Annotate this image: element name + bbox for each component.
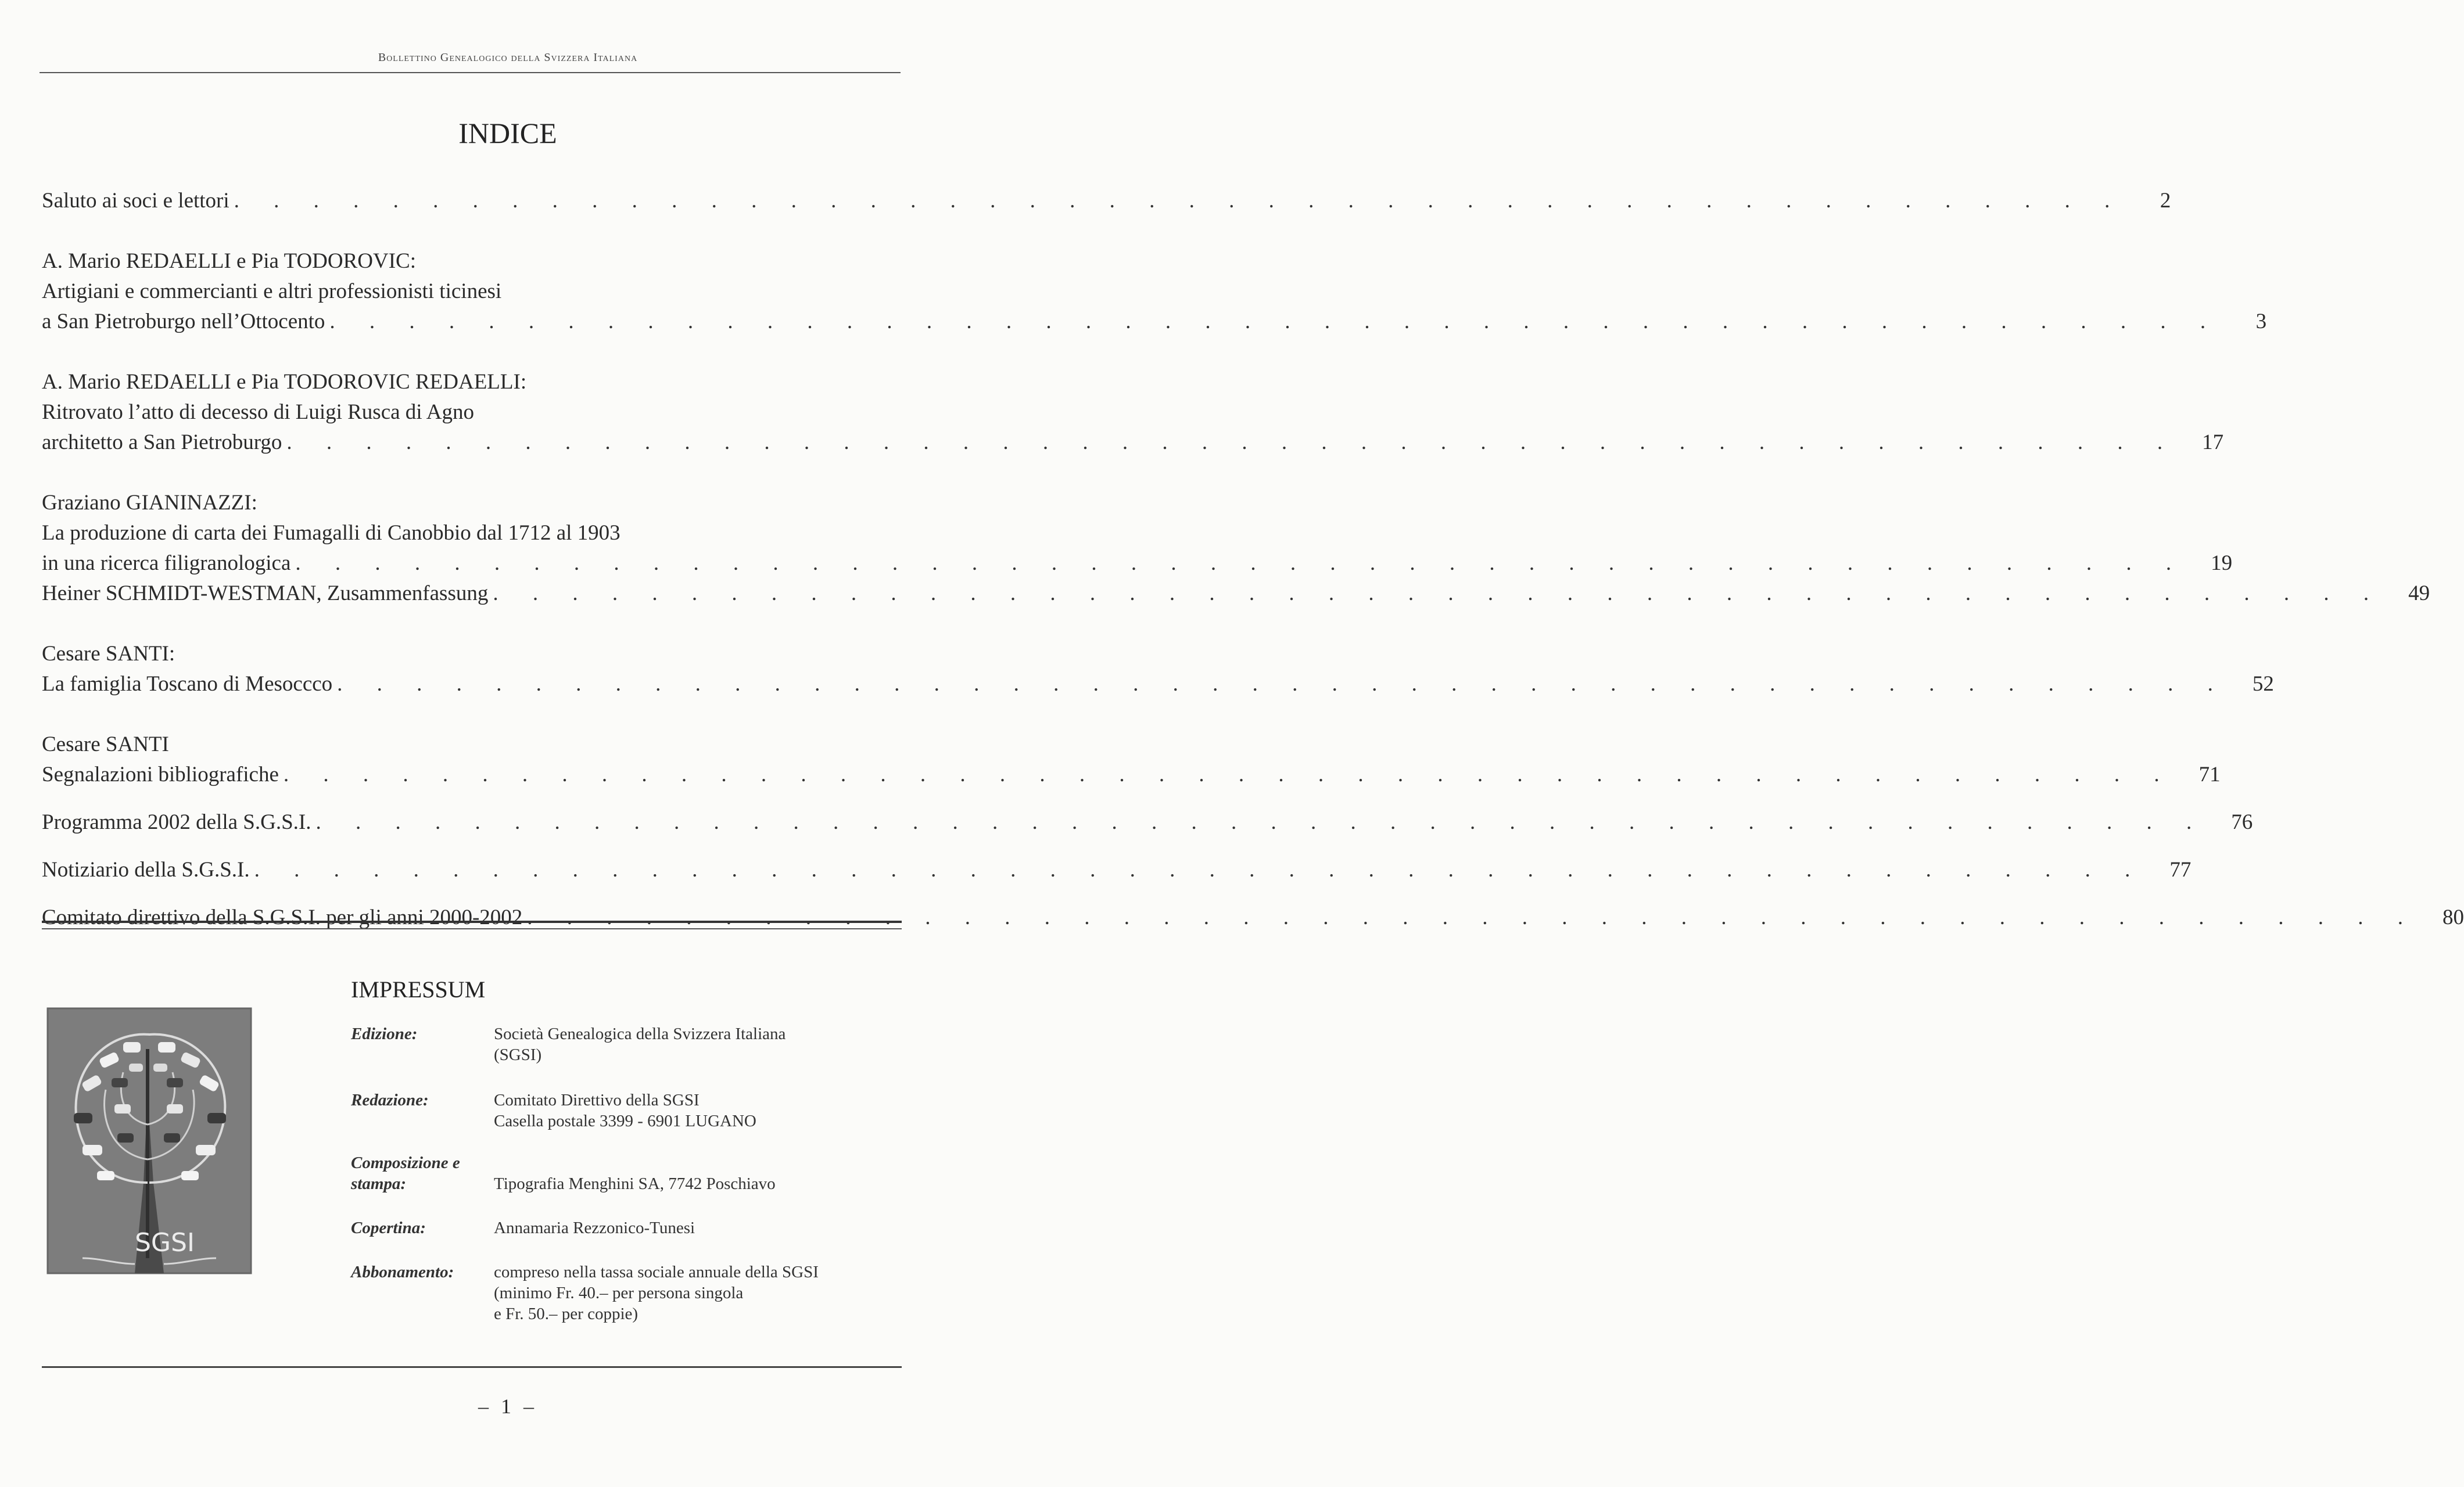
- toc-line: [42, 807, 2253, 838]
- impressum-row-edizione: [351, 1023, 909, 1070]
- toc-author: Cesare SANTI: [42, 732, 169, 756]
- impressum-value: [494, 1173, 912, 1194]
- impressum-title: IMPRESSUM: [351, 976, 486, 1003]
- value-line: (minimo Fr. 40.– per persona singola: [494, 1284, 744, 1302]
- toc-entry-title: Saluto ai soci e lettori: [42, 189, 229, 213]
- toc-author: Cesare SANTI:: [42, 642, 175, 666]
- toc-entry-title: Artigiani e commercianti e altri professionisti ticinesi: [42, 279, 502, 303]
- toc-page-number: 80: [2443, 906, 2464, 929]
- toc-line: [42, 186, 2171, 216]
- value-line: Annamaria Rezzonico-Tunesi: [494, 1219, 695, 1237]
- toc-entry[interactable]: [42, 488, 2233, 579]
- toc-page-number: 71: [2198, 763, 2221, 786]
- impressum-label: Copertina:: [351, 1219, 426, 1237]
- dot-leader: . . . . . . . . . . . . . . . . . . . . . . . . . . . . . . . . . . . . . . . . . . . . . . . .: [527, 906, 2418, 929]
- toc-author: A. Mario REDAELLI e Pia TODOROVIC:: [42, 249, 417, 273]
- dot-leader: . . . . . . . . . . . . . . . . . . . . . . . . . . . . . . . . . . . . . . . . . . . . . . . .: [493, 581, 2384, 605]
- toc-author: A. Mario REDAELLI e Pia TODOROVIC REDAELLI:: [42, 370, 527, 394]
- value-line: Società Genealogica della Svizzera Italiana: [494, 1025, 786, 1043]
- toc-entry[interactable]: [42, 807, 2253, 838]
- toc-entry[interactable]: [42, 579, 2430, 609]
- toc-entry[interactable]: [42, 639, 2274, 699]
- toc-page-number: 49: [2408, 581, 2430, 605]
- toc-page-number: 52: [2252, 672, 2274, 696]
- toc-page-number: 3: [2255, 310, 2267, 333]
- dot-leader: . . . . . . . . . . . . . . . . . . . . . . . . . . . . . . . . . . . . . . . . . . . . . . . .: [254, 858, 2145, 882]
- impressum-value: [494, 1262, 912, 1324]
- dot-leader: . . . . . . . . . . . . . . . . . . . . . . . . . . . . . . . . . . . . . . . . . . . . . . . .: [283, 763, 2174, 786]
- header-rule: [40, 72, 901, 73]
- value-line: Casella postale 3399 - 6901 LUGANO: [494, 1112, 756, 1130]
- toc-entry-title: Heiner SCHMIDT-WESTMAN, Zusammenfassung: [42, 581, 489, 605]
- toc-line: [42, 548, 2233, 579]
- dot-leader: . . . . . . . . . . . . . . . . . . . . . . . . . . . . . . . . . . . . . . . . . . . . . . . .: [337, 672, 2228, 696]
- page-number: – 1 –: [478, 1395, 537, 1418]
- page-title: INDICE: [458, 117, 557, 149]
- toc-entry-title: Notiziario della S.G.S.I.: [42, 858, 250, 882]
- toc-entry[interactable]: [42, 186, 2171, 216]
- impressum-label: Abbonamento:: [351, 1263, 454, 1281]
- logo-text: SGSI: [135, 1228, 195, 1258]
- dot-leader: . . . . . . . . . . . . . . . . . . . . . . . . . . . . . . . . . . . . . . . . . . . . . . . .: [286, 430, 2178, 454]
- impressum-row-redazione: [351, 1090, 909, 1136]
- toc-entry-title: Comitato direttivo della S.G.S.I. per gli anni 2000-2002: [42, 906, 523, 929]
- impressum-value: [494, 1023, 912, 1065]
- value-line: Comitato Direttivo della SGSI: [494, 1091, 700, 1109]
- toc-entry-title: a San Pietroburgo nell’Ottocento: [42, 310, 325, 333]
- value-line: Tipografia Menghini SA, 7742 Poschiavo: [494, 1174, 776, 1193]
- toc-author: Graziano GIANINAZZI:: [42, 491, 257, 515]
- dot-leader: . . . . . . . . . . . . . . . . . . . . . . . . . . . . . . . . . . . . . . . . . . . . . . . .: [234, 189, 2125, 213]
- dot-leader: . . . . . . . . . . . . . . . . . . . . . . . . . . . . . . . . . . . . . . . . . . . . . . . .: [295, 551, 2186, 575]
- impressum-value: [494, 1217, 912, 1238]
- toc-line: [42, 428, 2224, 458]
- toc-page-number: 17: [2202, 430, 2224, 454]
- value-line: e Fr. 50.– per coppie): [494, 1305, 639, 1323]
- impressum-row-composizione: [351, 1152, 909, 1199]
- toc-page-number: 76: [2231, 810, 2253, 834]
- impressum-label: Redazione:: [351, 1091, 429, 1109]
- toc-entry-title: La famiglia Toscano di Mesoccco: [42, 672, 333, 696]
- toc-entry-title: Programma 2002 della S.G.S.I.: [42, 810, 311, 834]
- toc-entry[interactable]: [42, 367, 2224, 458]
- toc-entry[interactable]: [42, 730, 2221, 790]
- toc-entry-title: in una ricerca filigranologica: [42, 551, 291, 575]
- toc-entry-title: La produzione di carta dei Fumagalli di Canobbio dal 1712 al 1903: [42, 521, 621, 545]
- section-divider: [42, 921, 902, 929]
- toc-entry-title: architetto a San Pietroburgo: [42, 430, 282, 454]
- toc-page-number: 19: [2211, 551, 2233, 575]
- toc-line: [42, 669, 2274, 699]
- impressum-label: Composizione e stampa:: [351, 1154, 460, 1193]
- running-head: Bollettino Genealogico della Svizzera Italiana: [378, 51, 638, 64]
- toc-entry-title: Ritrovato l’atto di decesso di Luigi Rusca di Agno: [42, 400, 475, 424]
- value-line: compreso nella tassa sociale annuale della SGSI: [494, 1263, 819, 1281]
- dot-leader: . . . . . . . . . . . . . . . . . . . . . . . . . . . . . . . . . . . . . . . . . . . . . . . .: [315, 810, 2207, 834]
- toc-line: [42, 760, 2221, 790]
- family-tree-logo: [48, 1008, 251, 1273]
- impressum-row-abbonamento: [351, 1262, 909, 1331]
- dot-leader: . . . . . . . . . . . . . . . . . . . . . . . . . . . . . . . . . . . . . . . . . . . . . . . .: [329, 310, 2221, 333]
- value-line: (SGSI): [494, 1046, 542, 1064]
- impressum-row-copertina: [351, 1217, 909, 1241]
- toc-line: [42, 579, 2430, 609]
- toc-page-number: 2: [2160, 189, 2171, 213]
- toc-line: [42, 855, 2192, 885]
- table-of-contents: [42, 186, 2464, 963]
- toc-line: [42, 307, 2267, 337]
- impressum-value: [494, 1090, 912, 1132]
- toc-entry-title: Segnalazioni bibliografiche: [42, 763, 279, 786]
- footer-rule: [42, 1366, 902, 1368]
- toc-page-number: 77: [2169, 858, 2192, 882]
- impressum-label: Edizione:: [351, 1025, 418, 1043]
- toc-entry[interactable]: [42, 855, 2192, 885]
- toc-entry[interactable]: [42, 246, 2267, 337]
